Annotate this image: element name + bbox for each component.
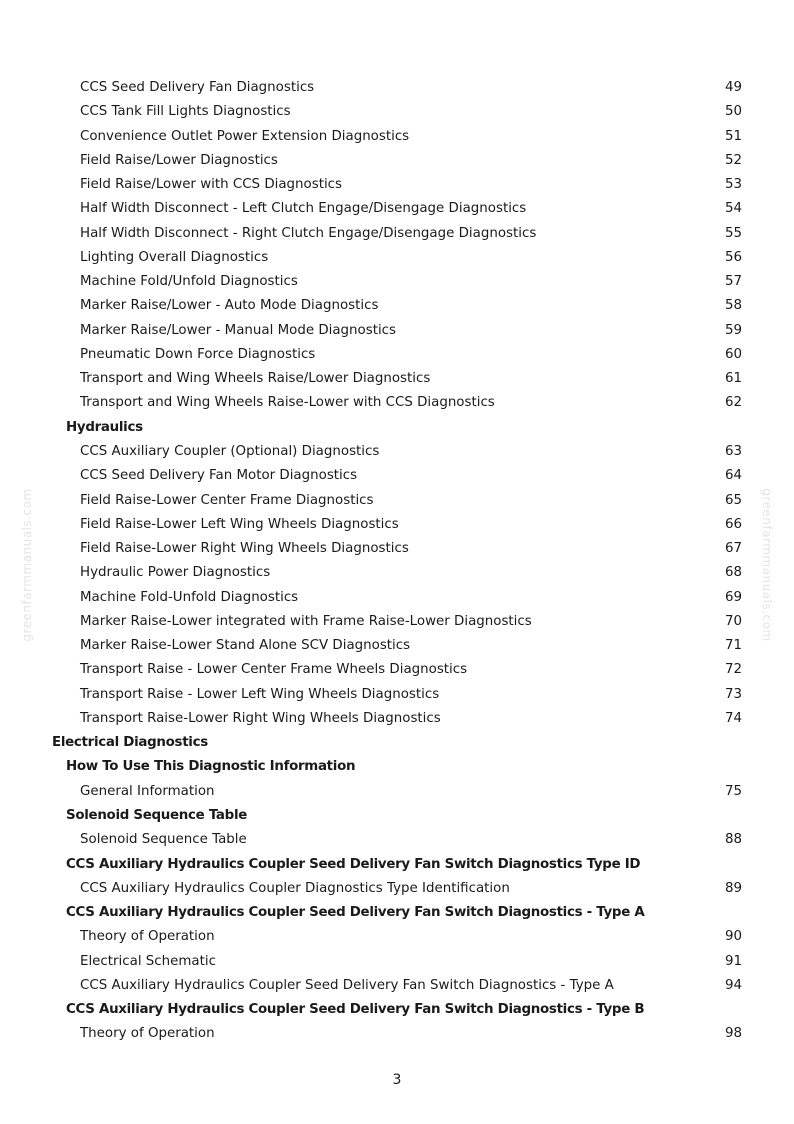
toc-entry-title: Solenoid Sequence Table [80, 832, 247, 848]
toc-entry-title: Theory of Operation [80, 929, 215, 945]
toc-entry-title: Machine Fold-Unfold Diagnostics [80, 589, 299, 605]
toc-entry-title: Machine Fold/Unfold Diagnostics [80, 274, 298, 290]
toc-entry-page-number: 90 [724, 929, 742, 945]
toc-entry-page-number: 89 [724, 880, 742, 896]
toc-entry-title: Marker Raise/Lower - Auto Mode Diagnostics [80, 298, 379, 314]
toc-entry-title: Field Raise/Lower with CCS Diagnostics [80, 177, 343, 193]
toc-section-heading[interactable] [0, 731, 794, 755]
toc-entry-title: Pneumatic Down Force Diagnostics [80, 346, 316, 362]
toc-entry-title: CCS Auxiliary Hydraulics Coupler Seed Delivery Fan Switch Diagnostics Type ID [66, 856, 641, 872]
toc-entry-title: Convenience Outlet Power Extension Diagnostics [80, 128, 410, 144]
toc-entry-title: CCS Auxiliary Hydraulics Coupler Seed Delivery Fan Switch Diagnostics - Type A [80, 977, 614, 993]
toc-entry-title: CCS Tank Fill Lights Diagnostics [80, 104, 291, 120]
toc-entry[interactable] [0, 391, 794, 415]
toc-entry-title: CCS Auxiliary Coupler (Optional) Diagnostics [80, 443, 380, 459]
toc-section-heading[interactable] [0, 416, 794, 440]
toc-entry-page-number: 74 [724, 710, 742, 726]
toc-entry[interactable] [0, 974, 794, 998]
toc-entry-page-number: 91 [724, 953, 742, 969]
page-number: 3 [392, 1072, 402, 1088]
toc-entry-title: Marker Raise/Lower - Manual Mode Diagnostics [80, 322, 397, 338]
toc-entry-page-number: 94 [724, 977, 742, 993]
toc-entry-page-number: 54 [724, 201, 742, 217]
toc-entry-page-number: 62 [724, 395, 742, 411]
toc-entry-title: How To Use This Diagnostic Information [66, 759, 356, 775]
toc-entry-title: CCS Seed Delivery Fan Motor Diagnostics [80, 468, 358, 484]
toc-entry[interactable] [0, 294, 794, 318]
toc-entry-title: Lighting Overall Diagnostics [80, 249, 269, 265]
toc-entry-page-number: 72 [724, 662, 742, 678]
toc-entry[interactable] [0, 561, 794, 585]
toc-entry-page-number: 60 [724, 346, 742, 362]
toc-entry-page-number: 88 [724, 832, 742, 848]
toc-entry-title: Half Width Disconnect - Right Clutch Engage/Disengage Diagnostics [80, 225, 537, 241]
toc-entry-page-number: 73 [724, 686, 742, 702]
toc-entry[interactable] [0, 1022, 794, 1046]
toc-entry[interactable] [0, 950, 794, 974]
toc-entry[interactable] [0, 683, 794, 707]
toc-entry-page-number: 63 [724, 443, 742, 459]
toc-entry-page-number: 58 [724, 298, 742, 314]
toc-entry-page-number: 61 [724, 371, 742, 387]
toc-entry-title: Solenoid Sequence Table [66, 807, 248, 823]
toc-entry-title: CCS Auxiliary Hydraulics Coupler Seed Delivery Fan Switch Diagnostics - Type B [66, 1002, 645, 1018]
toc-entry-page-number: 51 [724, 128, 742, 144]
toc-entry-title: Field Raise-Lower Center Frame Diagnostics [80, 492, 374, 508]
toc-entry-page-number: 67 [724, 541, 742, 557]
toc-entry[interactable] [0, 513, 794, 537]
toc-entry-page-number: 52 [724, 152, 742, 168]
toc-entry[interactable] [0, 222, 794, 246]
toc-entry[interactable] [0, 610, 794, 634]
toc-entry[interactable] [0, 367, 794, 391]
toc-entry-title: Transport Raise-Lower Right Wing Wheels Diagnostics [80, 710, 441, 726]
toc-section-heading[interactable] [0, 901, 794, 925]
toc-section-heading[interactable] [0, 998, 794, 1022]
toc-entry[interactable] [0, 828, 794, 852]
toc-entry-page-number: 66 [724, 516, 742, 532]
toc-entry-title: General Information [80, 783, 215, 799]
toc-entry-title: Marker Raise-Lower Stand Alone SCV Diagnostics [80, 638, 411, 654]
toc-entry-page-number: 65 [724, 492, 742, 508]
toc-entry[interactable] [0, 100, 794, 124]
toc-entry-title: Transport Raise - Lower Center Frame Wheels Diagnostics [80, 662, 468, 678]
table-of-contents [0, 76, 794, 1047]
toc-entry-title: Hydraulic Power Diagnostics [80, 565, 271, 581]
toc-entry-title: CCS Auxiliary Hydraulics Coupler Seed Delivery Fan Switch Diagnostics - Type A [66, 905, 645, 921]
toc-entry-title: Transport and Wing Wheels Raise-Lower with CCS Diagnostics [80, 395, 495, 411]
toc-entry-title: Field Raise/Lower Diagnostics [80, 152, 278, 168]
toc-entry[interactable] [0, 707, 794, 731]
toc-entry[interactable] [0, 76, 794, 100]
toc-entry-page-number: 59 [724, 322, 742, 338]
toc-entry-title: Electrical Schematic [80, 953, 216, 969]
toc-entry-page-number: 70 [724, 613, 742, 629]
toc-entry-page-number: 98 [724, 1026, 742, 1042]
toc-entry-title: Field Raise-Lower Right Wing Wheels Diagnostics [80, 541, 409, 557]
toc-entry[interactable] [0, 464, 794, 488]
toc-entry[interactable] [0, 658, 794, 682]
toc-entry-title: Field Raise-Lower Left Wing Wheels Diagnostics [80, 516, 399, 532]
toc-entry-page-number: 57 [724, 274, 742, 290]
toc-entry-title: Hydraulics [66, 419, 143, 435]
toc-entry-page-number: 55 [724, 225, 742, 241]
toc-entry[interactable] [0, 586, 794, 610]
toc-entry-title: CCS Auxiliary Hydraulics Coupler Diagnostics Type Identification [80, 880, 510, 896]
toc-entry[interactable] [0, 270, 794, 294]
toc-entry-page-number: 56 [724, 249, 742, 265]
toc-entry[interactable] [0, 149, 794, 173]
toc-entry-page-number: 75 [724, 783, 742, 799]
toc-entry-title: Electrical Diagnostics [52, 735, 208, 751]
toc-entry[interactable] [0, 489, 794, 513]
toc-entry[interactable] [0, 343, 794, 367]
toc-entry-page-number: 53 [724, 177, 742, 193]
toc-entry[interactable] [0, 125, 794, 149]
toc-entry[interactable] [0, 197, 794, 221]
toc-entry-page-number: 69 [724, 589, 742, 605]
toc-entry-title: Marker Raise-Lower integrated with Frame Raise-Lower Diagnostics [80, 613, 532, 629]
toc-entry-title: CCS Seed Delivery Fan Diagnostics [80, 80, 315, 95]
toc-entry-page-number: 64 [724, 468, 742, 484]
toc-entry-page-number: 68 [724, 565, 742, 581]
watermark-right: greenfarmmanuals.com [760, 488, 774, 642]
toc-entry-page-number: 49 [724, 80, 742, 95]
toc-entry-title: Transport Raise - Lower Left Wing Wheels Diagnostics [80, 686, 440, 702]
toc-entry[interactable] [0, 319, 794, 343]
toc-entry[interactable] [0, 925, 794, 949]
toc-entry[interactable] [0, 780, 794, 804]
toc-entry-title: Theory of Operation [80, 1026, 215, 1042]
toc-section-heading[interactable] [0, 755, 794, 779]
toc-entry[interactable] [0, 173, 794, 197]
toc-entry[interactable] [0, 634, 794, 658]
toc-entry[interactable] [0, 440, 794, 464]
toc-entry[interactable] [0, 537, 794, 561]
toc-entry[interactable] [0, 877, 794, 901]
watermark-left: greenfarmmanuals.com [20, 488, 34, 642]
toc-entry[interactable] [0, 246, 794, 270]
toc-entry-title: Half Width Disconnect - Left Clutch Engage/Disengage Diagnostics [80, 201, 527, 217]
toc-entry-page-number: 50 [724, 104, 742, 120]
toc-entry-page-number: 71 [724, 638, 742, 654]
toc-section-heading[interactable] [0, 804, 794, 828]
toc-entry-title: Transport and Wing Wheels Raise/Lower Diagnostics [80, 371, 431, 387]
toc-section-heading[interactable] [0, 853, 794, 877]
